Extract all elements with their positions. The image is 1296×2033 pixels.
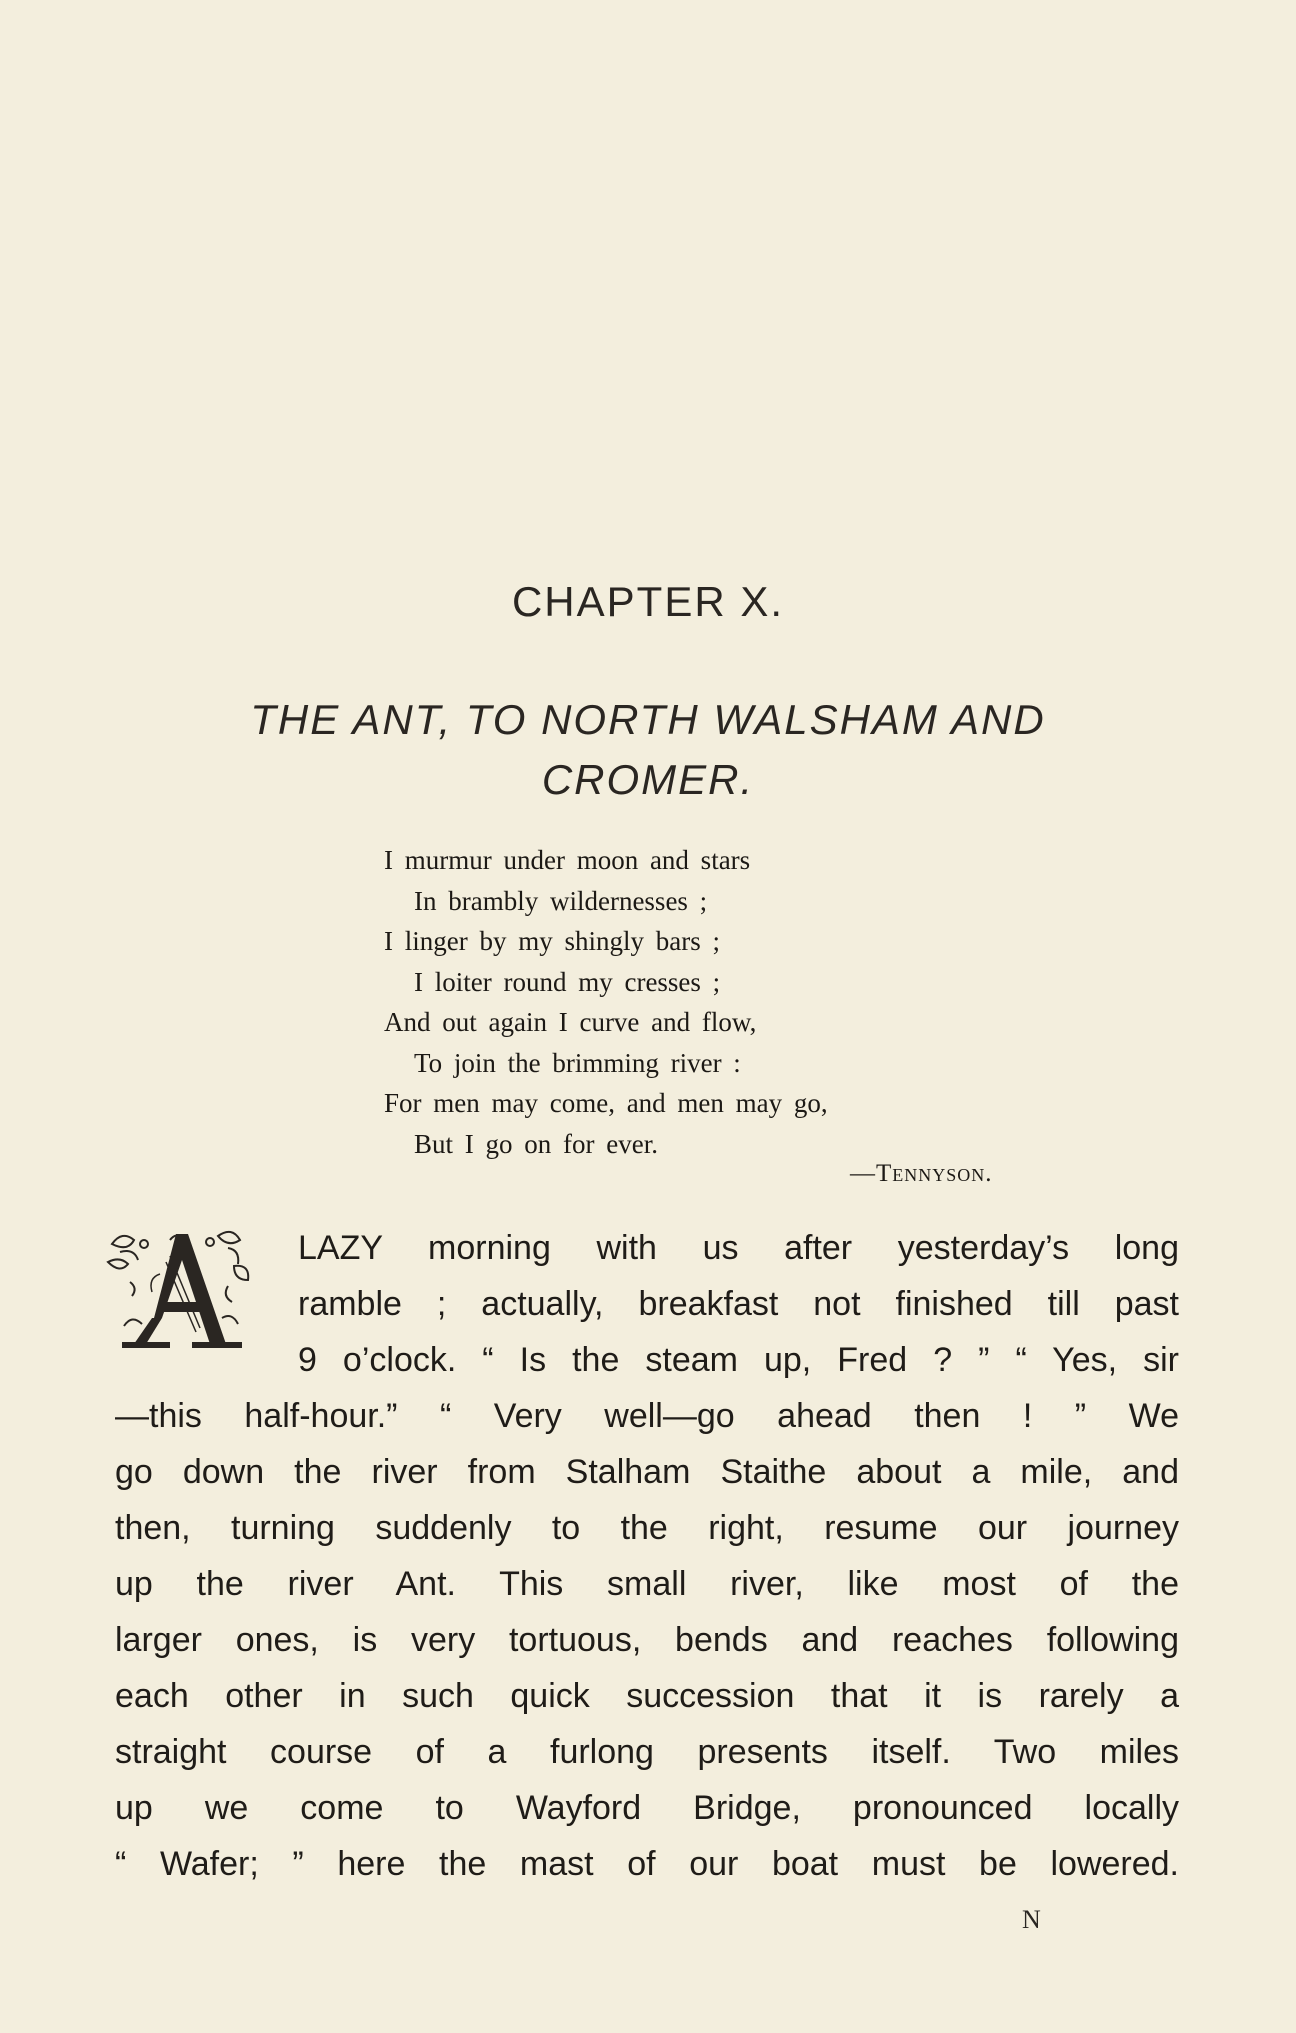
poem-line: For men may come, and men may go, <box>384 1088 828 1118</box>
body-line: up we come to Wayford Bridge, pronounced locally <box>115 1789 1179 1827</box>
chapter-number: CHAPTER X. <box>511 578 785 625</box>
dropcap-letter: A <box>179 1321 181 1323</box>
poem-line: I murmur under moon and stars <box>384 845 751 875</box>
body-line: go down the river from Stalham Staithe about a mile, and <box>115 1453 1179 1491</box>
epigraph-poem <box>384 840 1084 1164</box>
body-line: then, turning suddenly to the right, resume our journey <box>115 1509 1179 1547</box>
poem-line: I loiter round my cresses ; <box>414 966 721 997</box>
body-line: each other in such quick succession that it is rarely a <box>115 1677 1179 1715</box>
body-line: “ Wafer; ” here the mast of our boat must be lowered. <box>115 1845 1179 1883</box>
body-line: straight course of a furlong presents itself. Two miles <box>115 1733 1179 1771</box>
poem-line: And out again I curve and flow, <box>384 1007 757 1037</box>
body-line: up the river Ant. This small river, like most of the <box>115 1565 1179 1603</box>
poem-line: To join the brimming river : <box>414 1047 741 1078</box>
body-line: 9 o’clock. “ Is the steam up, Fred ? ” “ Yes, sir <box>298 1341 1179 1379</box>
body-line: —this half-hour.” “ Very well—go ahead then ! ” We <box>115 1397 1179 1435</box>
chapter-title-line: CROMER. <box>541 756 755 803</box>
body-paragraph <box>115 1220 1179 1892</box>
signature-mark: N <box>1022 1905 1041 1934</box>
epigraph-attribution: —Tennyson. <box>850 1160 993 1187</box>
body-line: ramble ; actually, breakfast not finished till past <box>298 1285 1179 1323</box>
chapter-title-line: THE ANT, TO NORTH WALSHAM AND <box>250 696 1046 743</box>
poem-line: But I go on for ever. <box>414 1128 658 1159</box>
poem-line: In brambly wildernesses ; <box>414 885 708 916</box>
poem-line: I linger by my shingly bars ; <box>384 926 720 956</box>
body-line: LAZY morning with us after yesterday’s long <box>298 1229 1179 1267</box>
body-line: larger ones, is very tortuous, bends and reaches following <box>115 1621 1179 1659</box>
chapter-title <box>150 690 1146 810</box>
